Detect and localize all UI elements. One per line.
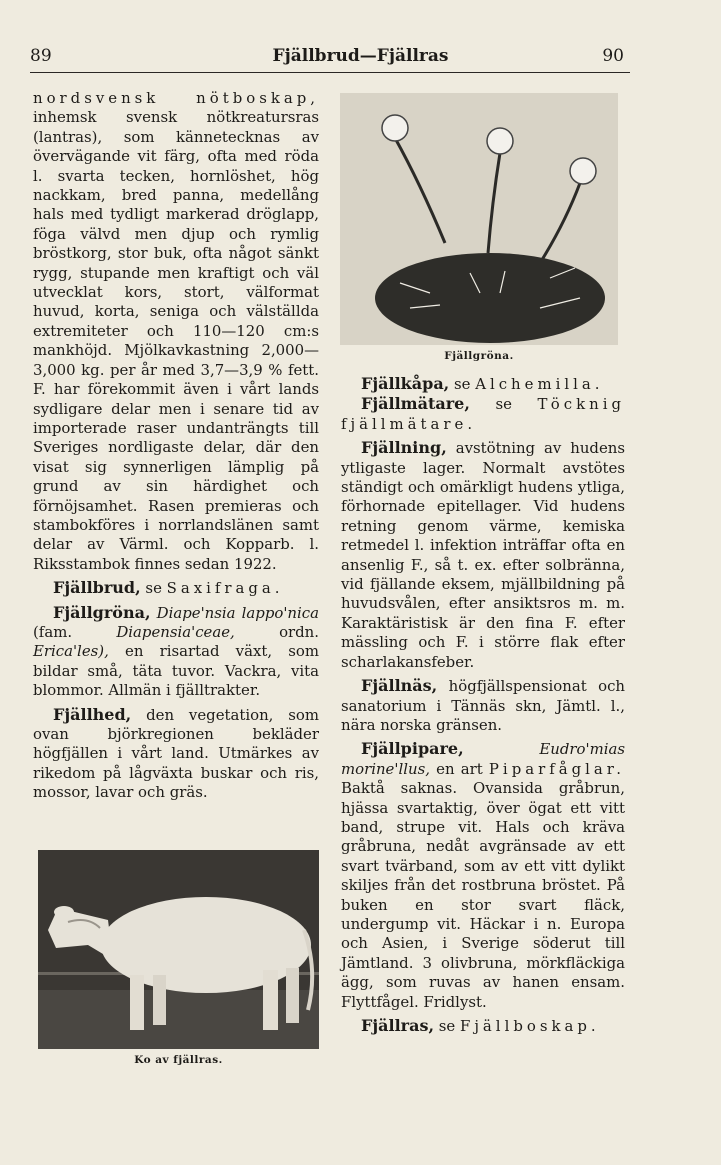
see-word: se — [495, 395, 512, 414]
family-latin: Diapensia'ceae, — [116, 622, 235, 641]
headword: Fjällpipare, — [361, 739, 464, 759]
right-column — [341, 374, 625, 1036]
entry-fjallning — [341, 438, 625, 672]
latin-name: Eudro'mias morine'llus, — [341, 740, 625, 778]
cow-photo-icon — [38, 850, 319, 1049]
entry-fjallpipare — [341, 739, 625, 1012]
flower-photo-icon — [340, 93, 618, 345]
entry-fjallras — [341, 1016, 625, 1036]
order-prefix: ordn. — [279, 622, 320, 641]
see-word: se — [145, 579, 162, 598]
entry-text: avstötning av hudens ytligaste lager. Normalt avstötes ständigt och omärkligt hudens ytliga, förhornade epitellager. Vid hudens retning genom värme, kemiska retmedel l. infektion inträffar ofta en ansenlig F., så t. ex. efter solbränna, vid fjällande eksem, mjällbildning på huvudsvålen, efter ansiktsros m. m. Karaktäristisk är den fina F. efter mässling och F. i större flak efter scharlakansfeber. — [341, 439, 626, 671]
entry-text: den vegetation, som ovan björkregionen bekläder högfjällen i vårt land. Utmärkes av rikedom på lågväxta buskar och ris, mossor, lavar och gräs. — [33, 705, 319, 802]
headword: Fjällbrud, — [53, 578, 141, 598]
cross-reference: Piparfåglar. — [488, 759, 625, 778]
cross-reference: Fjällboskap. — [459, 1017, 600, 1035]
headword: Fjällras, — [361, 1016, 435, 1035]
headword: Fjällgröna, — [53, 602, 151, 622]
running-title: Fjällbrud—Fjällras — [272, 46, 449, 66]
header-rule — [30, 72, 630, 73]
page-number-right: 90 — [602, 46, 624, 66]
flower-caption: Fjällgröna. — [444, 350, 514, 362]
headword: Fjällkåpa, — [361, 374, 450, 393]
see-word: se — [438, 1017, 456, 1035]
cross-reference: Töcknig fjällmätare. — [341, 395, 626, 433]
flower-photo — [340, 93, 618, 345]
headword: Fjällnäs, — [361, 676, 438, 696]
entry-fjallbrud — [33, 578, 319, 598]
entry-fjallgrona — [33, 603, 319, 701]
entry-intro-spaced: nordsvensk nötboskap, — [33, 89, 319, 107]
entry-text: en risartad växt, som bildar små, täta tuvor. Vackra, vita blommor. Allmän i fjälltrakter. — [33, 642, 319, 700]
order-latin: Erica'les), — [33, 642, 109, 661]
cow-photo — [38, 850, 319, 1049]
latin-name: Diape'nsia lappo'nica — [156, 603, 319, 622]
see-word: se — [453, 375, 471, 393]
headword: Fjällhed, — [53, 704, 132, 724]
entry-fjallnas — [341, 676, 625, 735]
entry-fjallboskap-continued — [33, 89, 319, 574]
entry-text: Baktå saknas. Ovansida gråbrun, hjässa svartaktig, över ögat ett vitt band, strupe vit. Hals och kräva gråbruna, nedåt avgränsade av ett svart tvärband, som av ett vitt dylikt skiljes från det rostbruna bröstet. På buken en stor svart fläck, undergump vit. Häckar i n. Europa och Asien, i Sverige söderut till Jämtland. 3 olivbruna, mörkfläckiga ägg, som ruvas av hanen ensam. Flyttfågel. Fridlyst. — [341, 779, 625, 1011]
cross-reference: Saxifraga. — [166, 579, 284, 598]
family-prefix: (fam. — [33, 622, 73, 641]
cow-caption: Ko av fjällras. — [134, 1054, 223, 1066]
entry-fjallkapa — [341, 374, 625, 394]
entry-intro-text: inhemsk svensk nötkreatursras (lantras), som kännetecknas av övervägande vit färg, ofta med röda l. svarta tecken, hornlöshet, hög nackkam, bred panna, medellång hals med tydligt markerad dröglapp, föga välvd men djup och rymlig bröstkorg, stor buk, ofta något sänkt rygg, stupande men kraftigt och väl utvecklat kors, stort, välformat huvud, korta, seniga och välställda extremiteter och 110—120 cm:s mankhöjd. Mjölkavkastning 2,000—3,000 kg. per år med 3,7—3,9 % fett. F. har förekommit även i vårt lands sydligare delar men i senare tid av importerade raser undanträngts till Sveriges nordligaste delar, där den visat sig synnerligen lämplig på grund av sin härdighet och förnöjsamhet. Rasen premieras och stambokföres i norrlandslänen samt delar av Värml. och Kopparb. l. Riksstambok finnes sedan 1922. — [33, 108, 319, 573]
page-number-left: 89 — [30, 46, 52, 66]
entry-fjallhed — [33, 705, 319, 803]
entry-mid: en art — [436, 759, 483, 778]
cross-reference: Alchemilla. — [475, 375, 604, 393]
headword: Fjällmätare, — [361, 394, 470, 414]
entry-text: högfjällspensionat och sanatorium i Tännäs skn, Jämtl. l., nära norska gränsen. — [341, 677, 625, 734]
entry-fjallmatare — [341, 394, 625, 434]
headword: Fjällning, — [361, 438, 447, 458]
left-column — [33, 89, 319, 803]
